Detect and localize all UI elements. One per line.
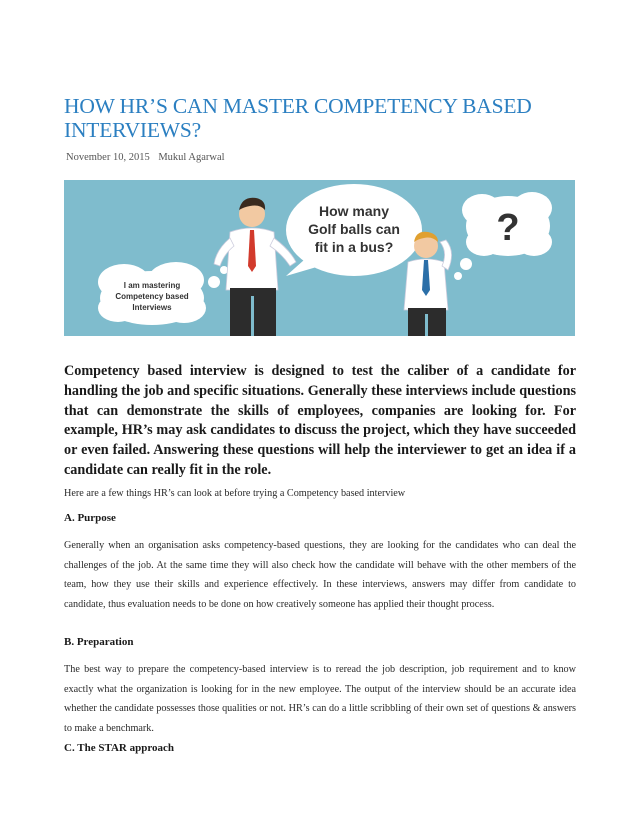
- section-c-heading: C. The STAR approach: [64, 742, 175, 754]
- hero-illustration-svg: [64, 180, 575, 336]
- section-b-heading: B. Preparation: [64, 636, 134, 648]
- left-bubble-line-2: Competency based: [115, 292, 189, 301]
- center-bubble-line-3: fit in a bus?: [314, 239, 394, 255]
- section-a-heading: A. Purpose: [64, 512, 116, 524]
- lead-paragraph: Competency based interview is designed to test the caliber of a candidate for handling the job and specific situations. Generally these interviews include questions that can demonstrate the skills of employees, companies are looking for. For example, HR’s may ask candidates to discuss the project, which they have succeeded or even failed. Answering these questions will help the interviewer to get an idea if a candidate can really fit in the role.: [64, 363, 576, 478]
- article-date: November 10, 2015: [66, 152, 150, 163]
- question-mark: ?: [496, 207, 520, 249]
- article-author[interactable]: Mukul Agarwal: [158, 152, 225, 163]
- article-title: HOW HR’S CAN MASTER COMPETENCY BASED INTERVIEWS?: [64, 94, 532, 142]
- left-bubble-line-1: I am mastering: [123, 281, 181, 290]
- hero-illustration: [64, 180, 575, 336]
- section-a-text: Generally when an organisation asks competency-based questions, they are looking for the candidates who can deal the challenges of the job. At the same time they will also check how the candidate will behave with the other members of the team, how they use their skills and experience effectively. In these interviews, answers may differ from candidate to candidate, thus evaluation needs to be done on how creatively someone has applied their thought process.: [64, 540, 576, 610]
- section-b-text: The best way to prepare the competency-based interview is to reread the job description, job requirement and to know exactly what the organization is looking for in the new employee. The output of the interview should be an accurate idea whether the candidate possesses those qualities or not. HR’s can do a little scribbling of their own set of questions & answers to make a benchmark.: [64, 664, 576, 734]
- center-bubble-line-2: Golf balls can: [308, 221, 400, 237]
- left-bubble-line-3: Interviews: [132, 303, 172, 312]
- article-meta: [66, 152, 231, 163]
- intro-paragraph: Here are a few things HR’s can look at before trying a Competency based interview: [64, 488, 406, 499]
- center-bubble-line-1: How many: [318, 203, 390, 219]
- center-speech-bubble: [286, 184, 422, 276]
